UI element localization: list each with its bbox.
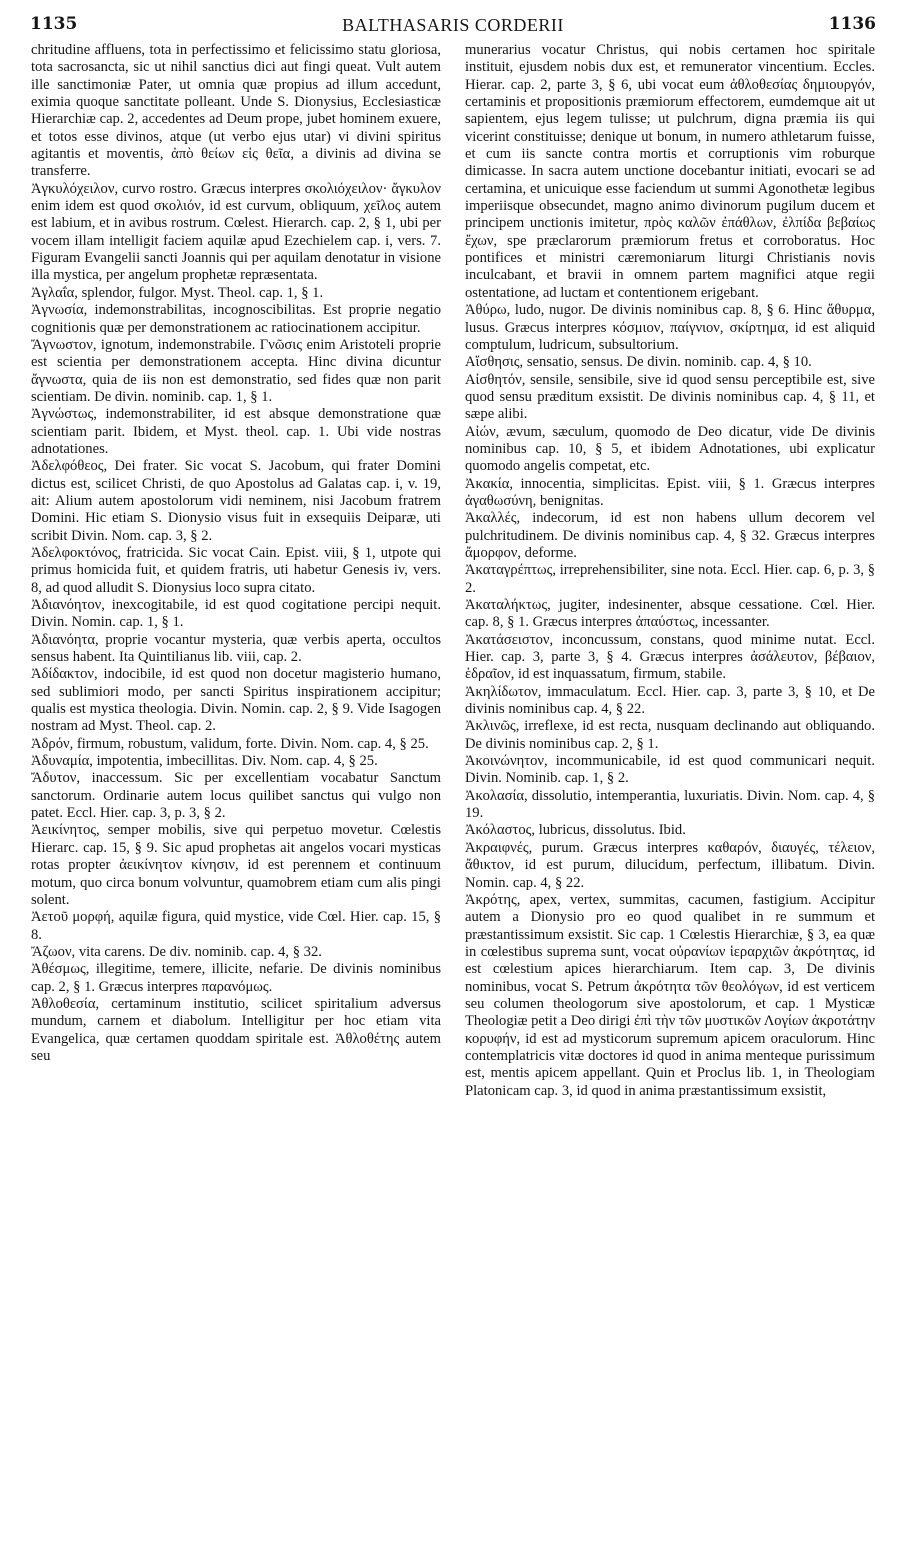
- glossary-entry: Ἀθύρω, ludo, nugor. De divinis nominibus cap. 8, § 6. Hinc ἄθυρμα, lusus. Græcus interpres κόσμιον, παίγνιον, σκίρτημα, id est aliquid comptulum, ludricum, subsultorium.: [465, 302, 875, 353]
- glossary-entry: Ἀδιανόητα, proprie vocantur mysteria, quæ verbis aperta, occultos sensus habent. Ita Quintilianus lib. viii, cap. 2.: [31, 631, 441, 666]
- glossary-entry: Αἴσθησις, sensatio, sensus. De divin. nominib. cap. 4, § 10.: [465, 354, 812, 371]
- glossary-entry: Ἀετοῦ μορφή, aquilæ figura, quid mystice, vide Cœl. Hier. cap. 15, § 8.: [31, 909, 441, 943]
- glossary-entry: Ἀγκυλόχειλον, curvo rostro. Græcus interpres σκολιόχειλον· ἄγκυλον enim idem est quod σκολιόν, id est curvum, obliquum, χεῖλος autem est labium, et in avibus rostrum. Cœlest. Hierarch. cap. 2, § 1, ubi per vocem illam intelligit faciem aquilæ apud Ezechielem cap. i, vers. 7. Figuram Evangelii sancti Joannis qui per aquilam denotatur in visione illa mystica, per angelum prophetæ repræsentata.: [31, 180, 441, 284]
- glossary-entry: Ἀδελφοκτόνος, fratricida. Sic vocat Cain. Epist. viii, § 1, utpote qui primus homicida fuit, et quidem fratris, uti habetur Genesis iv, vers. 8, ad quod alludit S. Dionysius loco supra citato.: [31, 544, 441, 596]
- glossary-entry: Ἀκρότης, apex, vertex, summitas, cacumen, fastigium. Accipitur autem a Dionysio pro eo quod qualibet in re summum et præstantissimum exsistit. Sic cap. 1 Cœlestis Hierarchiæ, § 3, ea quæ in cœlestibus suprema sunt, vocat οὐρανίων ἱεραρχιῶν ἀκρότητας, id est cœlestium apices hierarchiarum. Item cap. 3, De divinis nominibus, vocat S. Petrum ἀκρότητα τῶν θεολόγων, id est verticem seu columen theologorum sive apostolorum, et cap. 1 Mysticæ Theologiæ petit a Deo dirigi ἐπὶ τὴν τῶν μυστικῶν Λογίων ἀκροτάτην κορυφήν, id est ad mysticorum supremum apicem oraculorum. Hinc contemplatricis vitæ doctores id quod in anima menteque purissimum est, mentis apicem appellant. Quin et Proclus lib. 1, in Theologiam Platonicam cap. 3, id quod in anima præstantissimum exsistit,: [465, 891, 875, 1099]
- paragraph: chritudine affluens, tota in perfectissimo et felicissimo statu gloriosa, tota sacrosancta, sic ut nihil sanctius dici aut fingi queat. Vult autem ille sanctimoniæ Pater, ut omnia quæ propius ad illum accedunt, eximia quoque sanctitate polleant. Unde S. Dionysius, Ecclesiasticæ Hierarchiæ cap. 2, accedentes ad Deum prope, jubet hominem exuere, et totos esse divinos, atque (ut verbo ejus utar) vi divini spiritus agitantis et moventis, ἀπὸ θείων εἰς θεῖα, a divinis ad divina se transferre.: [31, 42, 441, 180]
- glossary-entry: Ἀκακία, innocentia, simplicitas. Epist. viii, § 1. Græcus interpres ἀγαθωσύνη, benignitas.: [465, 475, 875, 509]
- running-header: [30, 14, 876, 40]
- glossary-entry: Ἀγνώστως, indemonstrabiliter, id est absque demonstratione quæ scientiam parit. Ibidem, et Myst. theol. cap. 1. Ubi vide nostras adnotationes.: [31, 406, 441, 457]
- right-page-number: 1136: [828, 14, 876, 34]
- glossary-entry: Ἀκατάσειστον, inconcussum, constans, quod minime nutat. Eccl. Hier. cap. 3, parte 3, § 4. Græcus interpres ἀσάλευτον, βέβαιον, ἑδραῖον, id est inquassatum, firmum, stabile.: [465, 631, 875, 683]
- glossary-entry: Ἀθλοθεσία, certaminum institutio, scilicet spiritalium adversus mundum, carnem et diabolum. Intelligitur per hoc etiam vita Evangelica, quæ certamen quoddam spiritale est. Ἀθλοθέτης autem seu: [31, 995, 441, 1064]
- glossary-entry: Ἀδελφόθεος, Dei frater. Sic vocat S. Jacobum, qui frater Domini dictus est, scilicet Christi, de quo Apostolus ad Galatas cap. i, v. 19, ait: Alium autem apostolorum vidi neminem, nisi Jacobum fratrem Domini. Hic etiam S. Dionysio visus fuit in exsequiis Deiparæ, uti scribit Divin. Nom. cap. 3, § 2.: [31, 458, 441, 544]
- glossary-entry: Ἄγνωστον, ignotum, indemonstrabile. Γνῶσις enim Aristoteli proprie est scientia per demonstrationem accepta. Hinc divina dicuntur ἄγνωστα, quia de iis non est demonstratio, sed fides quæ non parit scientiam. De divin. nominib. cap. 1, § 1.: [31, 336, 441, 405]
- glossary-entry: Ἀγλαΐα, splendor, fulgor. Myst. Theol. cap. 1, § 1.: [31, 284, 324, 301]
- paragraph: munerarius vocatur Christus, qui nobis certamen hoc spiritale instituit, ejusdem nobis dux est, et remunerator vincentium. Eccles. Hierar. cap. 2, parte 3, § 6, ubi vocat eum ἀθλοθεσίας δημιουργόν, certaminis et propositionis præmiorum effectorem, eumdemque ait ut sapientem, ejus legem tulisse; ut pulchrum, digna præmia iis qui vicerint constituisse; denique ut bonum, in numero athletarum fuisse, et cum iis sancte contra mortis et corruptionis vim roburque dimicasse. In sacra autem unctione docebantur initiati, evocari se ad certamina, et unicuique esse faciendum ut summi Agonothetæ legibus imperiisque obsecundet, magno animo divinorum pugilum ducem et principem unctionis imitetur, πρὸς καλῶν ἐπάθλων, ἐλπίδα βεβαίως ἔχων, spe præclarorum præmiorum fretus et corroboratus. Hoc pontifices et ministri cæremoniarum liturgi Christianis novis inculcabant, et bravii in omnem partem magnifici atque regii ostentatione, ad luctam et contentionem erigebant.: [465, 42, 875, 301]
- glossary-entry: Ἀκόλαστος, lubricus, dissolutus. Ibid.: [465, 822, 686, 839]
- glossary-entry: Ἀγνωσία, indemonstrabilitas, incognoscibilitas. Est proprie negatio cognitionis quæ per demonstrationem ac ratiocinationem accipitur.: [31, 302, 441, 336]
- glossary-entry: Ἀκοινώνητον, incommunicabile, id est quod communicari nequit. Divin. Nominib. cap. 1, § 2.: [465, 753, 875, 787]
- glossary-entry: Ἀκαλλές, indecorum, id est non habens ullum decorem vel pulchritudinem. De divinis nominibus cap. 4, § 32. Græcus interpres ἄμορφον, deforme.: [465, 510, 875, 561]
- running-title: BALTHASARIS CORDERII: [342, 15, 564, 35]
- glossary-entry: Ἀδίδακτον, indocibile, id est quod non docetur magisterio humano, sed sublimiori modo, per sancti Spiritus inspirationem accipitur; qualis est mystica theologia. Divin. Nomin. cap. 2, § 9. Vide Isagogen nostram ad Myst. Theol. cap. 2.: [31, 666, 441, 735]
- glossary-entry: Ἀδιανόητον, inexcogitabile, id est quod cogitatione percipi nequit. Divin. Nomin. cap. 1, § 1.: [31, 597, 441, 631]
- left-page-number: 1135: [30, 14, 78, 34]
- glossary-entry: Ἀδρόν, firmum, robustum, validum, forte. Divin. Nom. cap. 4, § 25.: [31, 735, 429, 752]
- glossary-entry: Ἀκολασία, dissolutio, intemperantia, luxuriatis. Divin. Nom. cap. 4, § 19.: [465, 787, 875, 822]
- glossary-entry: Ἀθέσμως, illegitime, temere, illicite, nefarie. De divinis nominibus cap. 2, § 1. Græcus interpres παρανόμως.: [31, 961, 441, 995]
- glossary-entry: Ἀκαταλήκτως, jugiter, indesinenter, absque cessatione. Cœl. Hier. cap. 8, § 1. Græcus interpres ἀπαύστως, incessanter.: [465, 597, 875, 631]
- right-column: [465, 42, 875, 1547]
- glossary-entry: Ἀκαταγρέπτως, irreprehensibiliter, sine nota. Eccl. Hier. cap. 6, p. 3, § 2.: [465, 562, 875, 596]
- glossary-entry: Ἄδυτον, inaccessum. Sic per excellentiam vocabatur Sanctum sanctorum. Ordinarie autem locus quilibet sanctus qui vulgo non patet. Eccl. Hier. cap. 3, p. 3, § 2.: [31, 770, 441, 822]
- glossary-entry: Ἀδυναμία, impotentia, imbecillitas. Div. Nom. cap. 4, § 25.: [31, 753, 378, 770]
- glossary-entry: Αἰσθητόν, sensile, sensibile, sive id quod sensu perceptibile est, sive quod sensu præditum exsistit. De divinis nominibus cap. 4, § 11, et sæpe alibi.: [465, 371, 875, 423]
- glossary-entry: Ἀκηλίδωτον, immaculatum. Eccl. Hier. cap. 3, parte 3, § 10, et De divinis nominibus cap. 4, § 22.: [465, 683, 875, 718]
- glossary-entry: Ἀκλινῶς, irreflexe, id est recta, nusquam declinando aut obliquando. De divinis nominibus cap. 2, § 1.: [465, 718, 875, 752]
- glossary-entry: Ἄζωον, vita carens. De div. nominib. cap. 4, § 32.: [31, 943, 322, 960]
- glossary-entry: Ἀκραιφνές, purum. Græcus interpres καθαρόν, διαυγές, τέλειον, ἄθικτον, id est purum, dilucidum, perfectum, illibatum. Divin. Nomin. cap. 4, § 22.: [465, 839, 875, 891]
- left-column: [31, 42, 441, 1547]
- glossary-entry: Ἀεικίνητος, semper mobilis, sive qui perpetuo movetur. Cœlestis Hierarc. cap. 15, § 9. Sic apud prophetas ait angelos vocari mysticas rotas propter ἀεικίνητον κίνησιν, id est perennem et continuum motum, quo circa bonum volvuntur, quamobrem etiam cum alis pingi solent.: [31, 822, 441, 908]
- glossary-entry: Αἰών, ævum, sæculum, quomodo de Deo dicatur, vide De divinis nominibus cap. 10, § 5, et ibidem Adnotationes, ubi explicatur quomodo angelis competat, etc.: [465, 423, 875, 475]
